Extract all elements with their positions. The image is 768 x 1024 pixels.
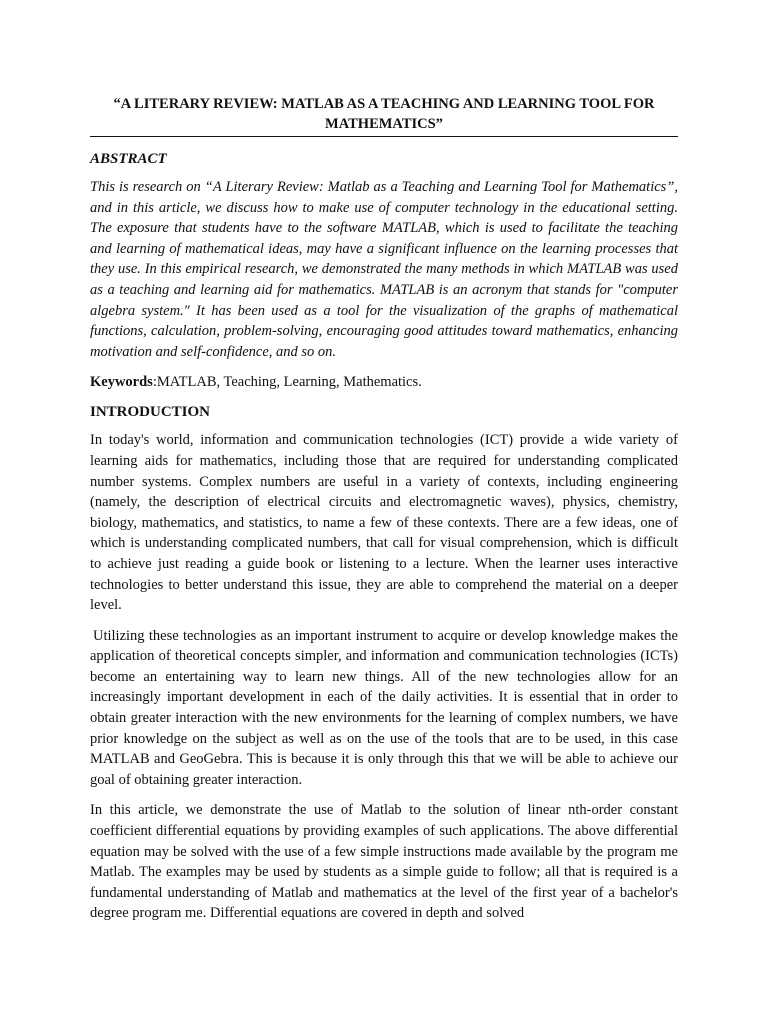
intro-paragraph-1: In today's world, information and communication technologies (ICT) provide a wide variety of learning aids for mathematics, including those that are required for understanding complicated number systems. Complex numbers are useful in a variety of contexts, including engineering (namely, the description of electrical circuits and electromagnetic waves), physics, chemistry, biology, mathematics, and statistics, to name a few of these contexts. There are a few ideas, one of which is understanding complicated numbers, that call for visual comprehension, which is difficult to achieve just reading a guide book or listening to a lecture. When the learner uses interactive technologies to better understand this issue, they are able to comprehend the material on a deeper level.: [90, 432, 678, 614]
introduction-heading: INTRODUCTION: [90, 404, 211, 421]
keywords-label: Keywords: [90, 374, 153, 391]
title-divider: [90, 136, 678, 137]
intro-paragraph-3: In this article, we demonstrate the use of Matlab to the solution of linear nth-order constant coefficient differential equations by providing examples of such applications. The above differential equation may be solved with the use of a few simple instructions made available by the program me Matlab. The examples may be used by students as a simple guide to follow; all that is required is a fundamental understanding of Matlab and mathematics at the level of the first year of a bachelor's degree program me. Differential equations are covered in depth and solved: [90, 802, 678, 922]
paper-title: “A LITERARY REVIEW: MATLAB AS A TEACHING AND LEARNING TOOL FOR MATHEMATICS”: [113, 96, 655, 132]
abstract-body: This is research on “A Literary Review: Matlab as a Teaching and Learning Tool for Mathematics”, and in this article, we discuss how to make use of computer technology in the educational setting. The exposure that students have to the software MATLAB, which is used to facilitate the teaching and learning of mathematical ideas, may have a significant influence on the learning processes that they use. In this empirical research, we demonstrated the many methods in which MATLAB was used as a teaching and learning aid for mathematics. MATLAB is an acronym that stands for "computer algebra system." It has been used as a tool for the visualization of the graphs of mathematical functions, calculation, problem-solving, encouraging good attitudes toward mathematics, enhancing motivation and self-confidence, and so on.: [90, 179, 678, 360]
keywords-line: [90, 372, 678, 392]
keywords-list: :MATLAB, Teaching, Learning, Mathematics.: [152, 374, 422, 391]
abstract-heading: ABSTRACT: [90, 151, 167, 167]
intro-paragraph-2: Utilizing these technologies as an important instrument to acquire or develop knowledge makes the application of theoretical concepts simpler, and information and communication technologies (ICTs) become an entertaining way to learn new things. All of the new technologies allow for an increasingly important development in each of the daily activities. It is essential that in order to obtain greater interaction with the new environments for the learning of complex numbers, we have prior knowledge on the subject as well as on the use of the tools that are to be used, in this case MATLAB and GeoGebra. This is because it is only through this that we will be able to achieve our goal of obtaining greater interaction.: [90, 627, 678, 788]
